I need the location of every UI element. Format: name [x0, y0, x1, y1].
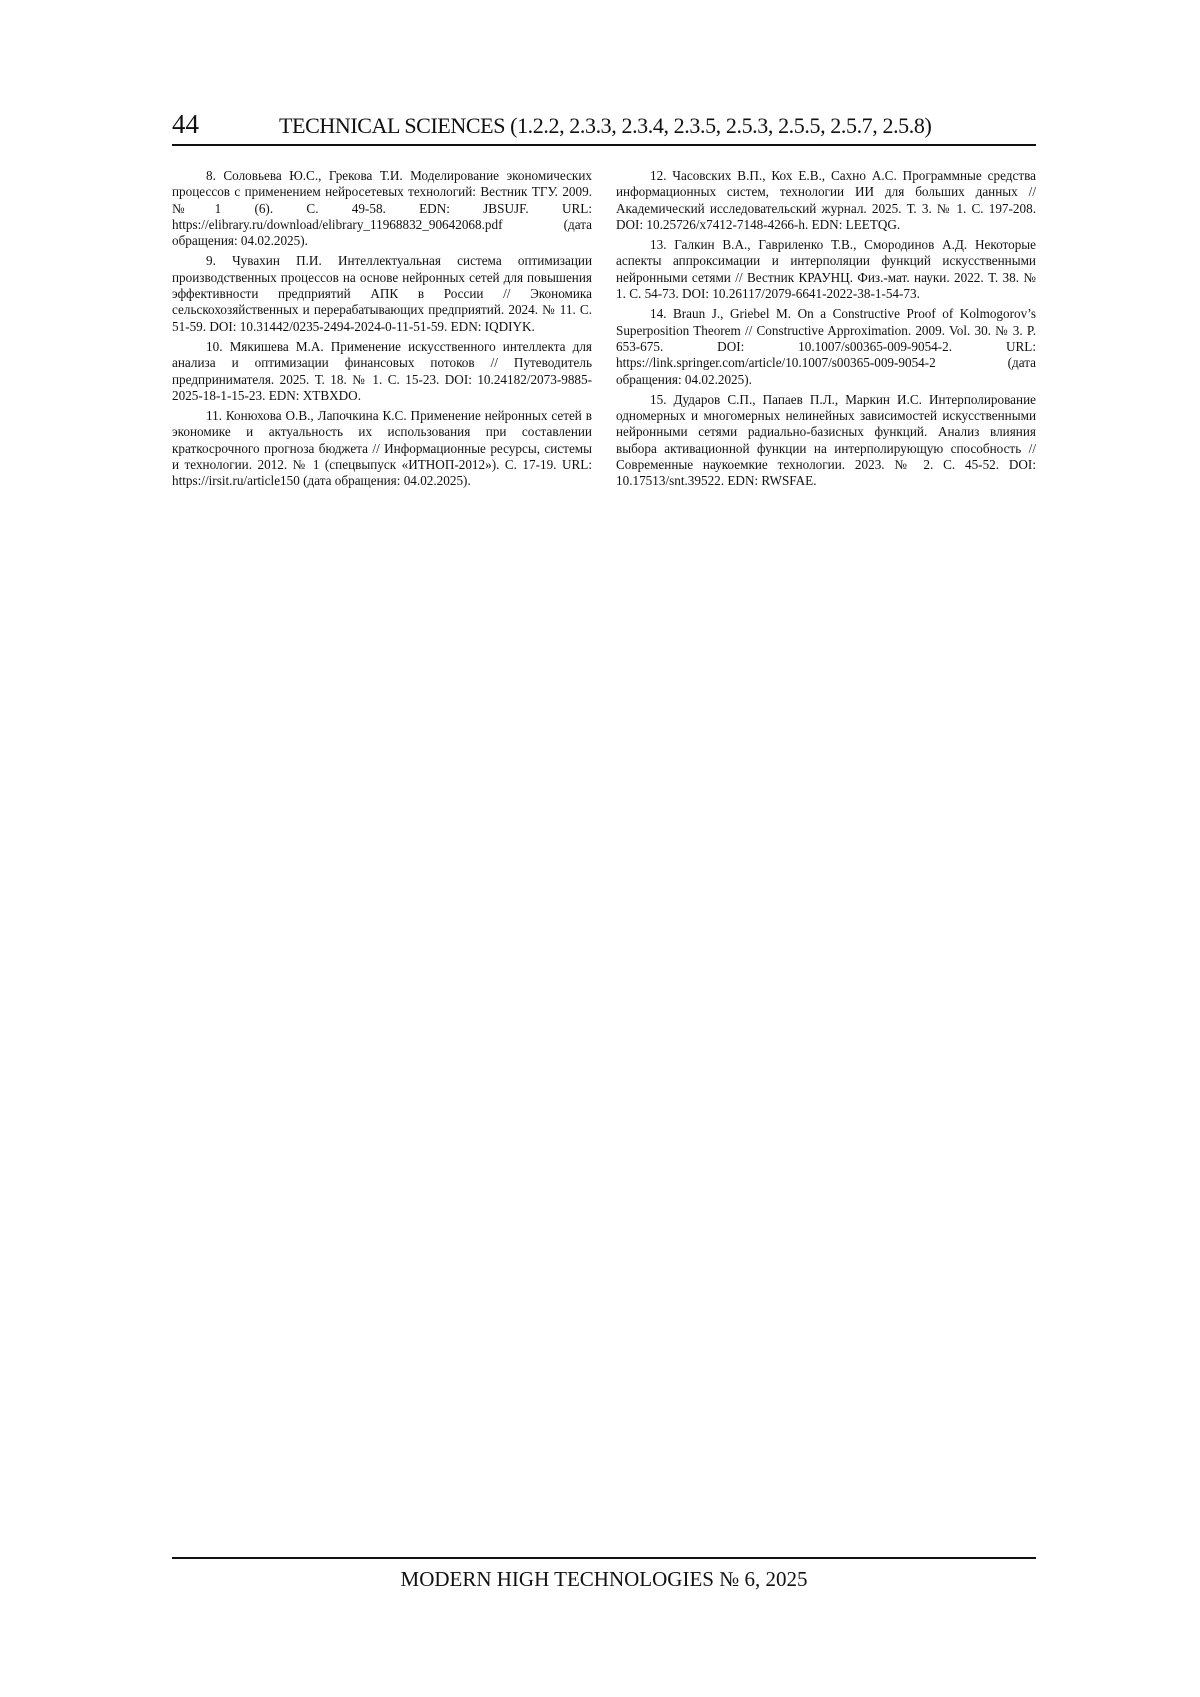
- references-left-column: [172, 168, 592, 494]
- page-footer: [172, 1557, 1036, 1597]
- reference-11: 11. Конюхова О.В., Лапочкина К.С. Применение нейронных сетей в экономике и актуальность их использования при составлении краткосрочного прогноза бюджета // Информационные ресурсы, системы и технологии. 2012. № 1 (спецвыпуск «ИТНОП-2012»). С. 17-19. URL: https://irsit.ru/article150 (дата обращения: 04.02.2025).: [172, 408, 592, 489]
- reference-13: 13. Галкин В.А., Гавриленко Т.В., Смородинов А.Д. Некоторые аспекты аппроксимации и интерполяции функций искусственными нейронными сетями // Вестник КРАУНЦ. Физ.-мат. науки. 2022. Т. 38. № 1. С. 54-73. DOI: 10.26117/2079-6641-2022-38-1-54-73.: [616, 237, 1036, 302]
- reference-9: 9. Чувахин П.И. Интеллектуальная система оптимизации производственных процессов на основе нейронных сетей для повышения эффективности предприятий АПК в России // Экономика сельскохозяйственных и перерабатывающих предприятий. 2024. № 11. С. 51-59. DOI: 10.31442/0235-2494-2024-0-11-51-59. EDN: IQDIYK.: [172, 253, 592, 334]
- footer-rule: [172, 1557, 1036, 1559]
- reference-15: 15. Дударов С.П., Папаев П.Л., Маркин И.С. Интерполирование одномерных и многомерных нелинейных зависимостей искусственными нейронными сетями радиально-базисных функций. Анализ влияния выбора активационной функции на интерполирующую способность // Современные наукоемкие технологии. 2023. № 2. С. 45-52. DOI: 10.17513/snt.39522. EDN: RWSFAE.: [616, 391, 1036, 489]
- header-rule: [172, 144, 1036, 146]
- reference-12: 12. Часовских В.П., Кох Е.В., Сахно А.С. Программные средства информационных систем, технологии ИИ для больших данных // Академический исследовательский журнал. 2025. Т. 3. № 1. С. 197-208. DOI: 10.25726/x7412-7148-4266-h. EDN: LEETQG.: [616, 168, 1036, 232]
- running-head: TECHNICAL SCIENCES (1.2.2, 2.3.3, 2.3.4, 2.3.5, 2.5.3, 2.5.5, 2.5.7, 2.5.8): [279, 113, 932, 138]
- reference-10: 10. Мякишева М.А. Применение искусственного интеллекта для анализа и оптимизации финансовых потоков // Путеводитель предпринимателя. 2025. Т. 18. № 1. С. 15-23. DOI: 10.24182/2073-9885-2025-18-1-15-23. EDN: XTBXDO.: [172, 338, 592, 403]
- references-right-column: [616, 168, 1036, 494]
- page-header: [172, 104, 1036, 144]
- reference-14: 14. Braun J., Griebel M. On a Constructive Proof of Kolmogorov’s Superposition Theorem // Constructive Approximation. 2009. Vol. 30. № 3. P. 653-675. DOI: 10.1007/s00365-009-9054-2. URL: https://link.springer.com/article/10.1007/s00365-009-9054-2 (дата обращения: 04.02.2025).: [616, 306, 1036, 387]
- reference-8: 8. Соловьева Ю.С., Грекова Т.И. Моделирование экономических процессов с применением нейросетевых технологий: Вестник ТГУ. 2009. №1 (6). С. 49-58. EDN: JBSUJF. URL: https://elibrary.ru/download/elibrary_11968832_90642068.pdf (дата обращения: 04.02.2025).: [172, 168, 592, 249]
- journal-title: MODERN HIGH TECHNOLOGIES № 6, 2025: [400, 1567, 808, 1591]
- page-number: 44: [172, 109, 199, 139]
